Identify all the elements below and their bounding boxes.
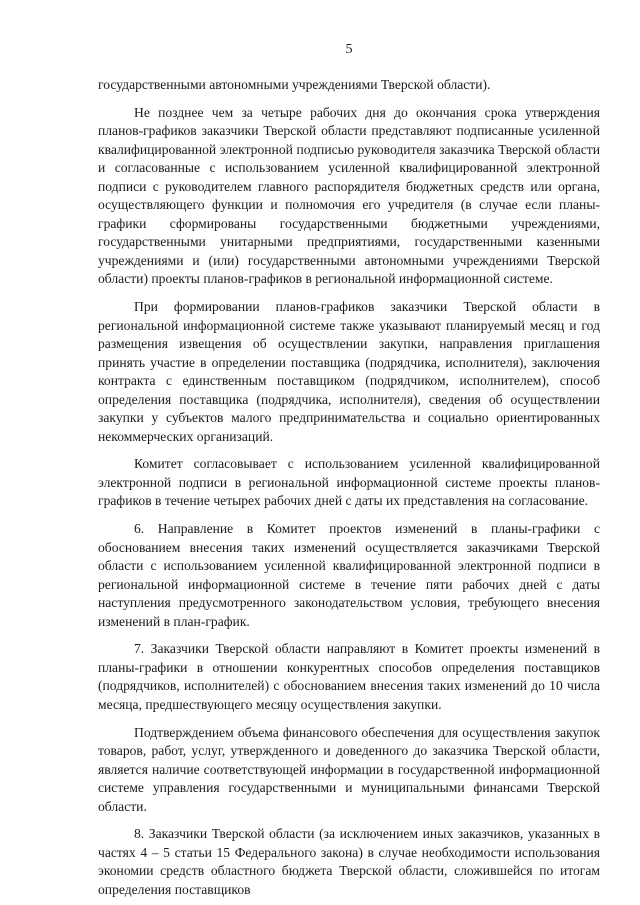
paragraph-plan-formation: При формировании планов-графиков заказчики Тверской области в региональной информационной системе также указывают планируемый месяц и год размещения извещения об осуществлении закупки, направления приглашения принять участие в определении поставщика (подрядчика, исполнителя), заключения контракта с единственным поставщиком (подрядчиком, исполнителем), способ определения поставщика (подрядчика, исполнителя), сведения об осуществлении закупки у субъектов малого предпринимательства и социально ориентированных некоммерческих организаций. [98, 299, 600, 444]
paragraph-committee-approval: Комитет согласовывает с использованием усиленной квалифицированной электронной подписи в региональной информационной системе проекты планов-графиков в течение четырех рабочих дней с даты их представления на согласование. [98, 456, 600, 509]
paragraph-item-6: 6. Направление в Комитет проектов изменений в планы-графики с обоснованием внесения таких изменений осуществляется заказчиками Тверской области с использованием усиленной квалифицированной электронной подписи в региональной информационной системе в течение пяти рабочих дней с даты наступления предусмотренного законодательством условия, требующего внесения изменений в план-график. [98, 521, 600, 629]
paragraph-continuation: государственными автономными учреждениями Тверской области). [98, 77, 491, 92]
paragraph-item-7: 7. Заказчики Тверской области направляют в Комитет проекты изменений в планы-графики в отношении конкурентных способов определения поставщиков (подрядчиков, исполнителей) с обоснованием внесения таких изменений до 10 числа месяца, предшествующего месяцу осуществления закупки. [98, 641, 600, 712]
paragraph-financial-confirmation: Подтверждением объема финансового обеспечения для осуществления закупок товаров, работ, услуг, утвержденного и доведенного до заказчика Тверской области, является наличие соответствующей информации в государственной информационной системе управления государственными и муниципальными финансами Тверской области. [98, 724, 600, 814]
paragraph-item-8: 8. Заказчики Тверской области (за исключением иных заказчиков, указанных в частях 4 – 5 статьи 15 Федерального закона) в случае необходимости использования экономии средств областного бюджета Тверской области, сложившейся по итогам определения поставщиков [98, 826, 600, 897]
paragraph-submission-deadline: Не позднее чем за четыре рабочих дня до окончания срока утверждения планов-графиков заказчики Тверской области представляют подписанные усиленной квалифицированной электронной подписью руководителя заказчика Тверской области и согласованные с использованием усиленной квалифицированной электронной подписи с руководителем главного распорядителя бюджетных средств или органа, осуществляющего функции и полномочия его учредителя (в случае если планы-графики сформированы государственными бюджетными учреждениями, государственными унитарными предприятиями, государственными казенными учреждениями и (или) государственными автономными учреждениями Тверской области) проекты планов-графиков в региональной информационной системе. [98, 104, 600, 287]
page-number: 5 [345, 42, 353, 57]
